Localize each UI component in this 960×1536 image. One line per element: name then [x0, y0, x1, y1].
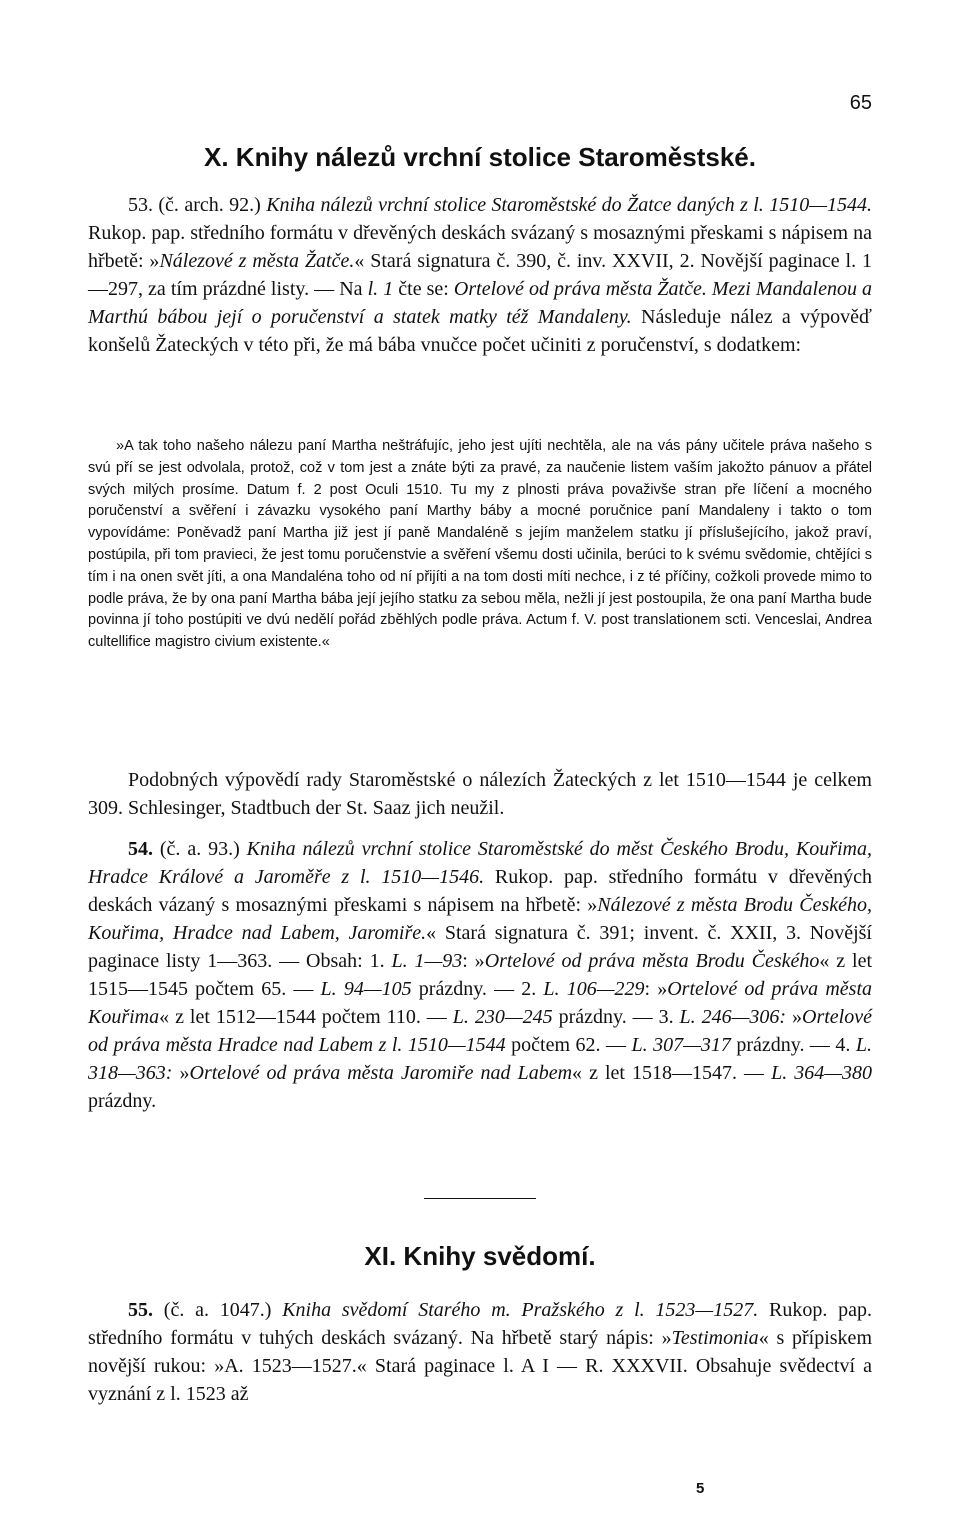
entry-54 [88, 835, 872, 1115]
leaf-range: L. 246—306: [679, 1006, 787, 1028]
page-number: 65 [849, 92, 872, 114]
entry-text: prázdny. — 4. [730, 1034, 856, 1056]
quoted-verdict: »A tak toho našeho nálezu paní Martha neštráfujíc, jeho jest ujíti nechtěla, ale na vás pány učitele práva našeho s svú pří se jest odvolala, protož, což v tom jest a znáte býti za pravé, za naučenie listem vaším jakožto pánuov a přátel svých milých prosíme. Datum f. 2 post Oculi 1510. Tu my z plnosti práva považivše stran pře líčení a mocného poručenství a svěření i závazku vysokého paní Marthy báby a mocné poručnice paní Mandaleny i takto o tom vypovídáme: Poněvadž paní Martha již jest jí paně Mandaléně s jejím manželem statku jí příslušejícího, jakož praví, postúpila, při tom pravieci, že jest tomu poručenstvie a svěření všemu dosti učinila, berúci to k svému svědomie, chtějíci s tím i na onen svět jíti, a ona Mandaléna toho od ní přijíti a na tom dosti míti nechce, i z té příčiny, cožkoli provede mimo to podle práva, že by ona paní Martha bába její jejího statku za sebou měla, nežli jí jest postoupila, že ona paní Martha bude povinna jí toho postúpiti ve dvú nedělí pořád zběhlých podle práva. Actum f. V. post translationem scti. Venceslai, Andrea cultellifice magistro civium existente.« [88, 438, 872, 651]
entry-text: » [786, 1006, 803, 1028]
entry-text: čte se: [393, 278, 454, 300]
entry-text: (č. arch. 92.) [153, 194, 267, 216]
book-title: Kniha nálezů vrchní stolice Staroměstské do Žatce daných z l. 1510—1544. [266, 194, 872, 216]
entry-text: : » [462, 950, 485, 972]
entry-text: « z let 1515—1545 počtem 65. — [88, 950, 873, 1000]
section-heading-xi: XI. Knihy svědomí. [364, 1241, 596, 1271]
entry-55 [88, 1296, 872, 1408]
spine-inscription: Nálezové z města Žatče. [159, 250, 355, 272]
summary-paragraph: Podobných výpovědí rady Staroměstské o nálezích Žateckých z let 1510—1544 je celkem 309. Schlesinger, Stadtbuch der St. Saaz jich neužil. [88, 769, 872, 819]
leaf-range: L. 318—363: [88, 1034, 873, 1084]
entry-text: « s přípiskem novější rukou: »A. 1523—1527.« Stará paginace l. A I — R. XXXVII. Obsahuje svědectví a vyznání z l. 1523 až [88, 1327, 872, 1405]
content-title: Ortelové od práva města Hradce nad Labem z l. 1510—1544 [88, 1006, 872, 1056]
entry-text: » [172, 1062, 190, 1084]
leaf-range: L. 230—245 [452, 1006, 553, 1028]
entry-text: prázdny. — 3. [552, 1006, 680, 1028]
book-title: Kniha svědomí Starého m. Pražského z l. 1523—1527. [282, 1299, 759, 1321]
entry-text: Rukop. pap. středního formátu v dřevěných deskách svázaný s mosaznými přeskami s nápisem na hřbetě: » [88, 222, 872, 272]
entry-number: 55. [128, 1299, 153, 1321]
spine-inscription: Testimonia [671, 1327, 759, 1349]
entry-number: 53. [128, 194, 153, 216]
content-title: Ortelové od práva města Kouřima [88, 978, 873, 1028]
entry-text: Rukop. pap. středního formátu v dřevěných deskách vázaný s mosaznými přeskami s nápisem na hřbetě: » [88, 866, 872, 916]
entry-number: 54. [128, 838, 153, 860]
entry-text: « Stará signatura č. 391; invent. č. XXII, 3. Novější paginace listy 1—363. — Obsah: 1. [88, 922, 872, 972]
book-title: Kniha nálezů vrchní stolice Staroměstské do měst Českého Brodu, Kouřima, Hradce Králové a Jaroměře z l. 1510—1546. [88, 838, 873, 888]
entry-text: « Stará signatura č. 390, č. inv. XXVII, 2. Novější paginace l. 1—297, za tím prázdné listy. — Na [88, 250, 873, 300]
leaf-range: L. 307—317 [631, 1034, 731, 1056]
leaf-range: L. 364—380 [771, 1062, 873, 1084]
content-title: Ortelové od práva města Jaromiře nad Labem [189, 1062, 573, 1084]
entry-text: počtem 62. — [505, 1034, 632, 1056]
leaf-range: L. 94—105 [320, 978, 412, 1000]
section-divider [424, 1198, 536, 1199]
spine-inscription: Nálezové z města Brodu Českého, Kouřima, Hradce nad Labem, Jaromiře. [88, 894, 872, 944]
entry-text: « z let 1518—1547. — [572, 1062, 772, 1084]
entry-text: prázdny. [88, 1090, 157, 1112]
signature-mark: 5 [696, 1480, 705, 1497]
entry-text: : » [644, 978, 668, 1000]
leaf-reading: Ortelové od práva města Žatče. Mezi Mandalenou a Marthú bábou její o poručenství a statek matky též Mandaleny. [88, 278, 873, 328]
section-heading-x: X. Knihy nálezů vrchní stolice Staroměstské. [204, 142, 756, 172]
content-title: Ortelové od práva města Brodu Českého [484, 950, 820, 972]
entry-text: prázdny. — 2. [411, 978, 544, 1000]
leaf-range: L. 106—229 [543, 978, 645, 1000]
entry-text: (č. a. 1047.) [153, 1299, 283, 1321]
entry-text: Následuje nález a výpověď konšelů Žateckých v této při, že má bába vnučce počet učiniti z poručenství, s dodatkem: [88, 306, 872, 356]
entry-text: Rukop. pap. středního formátu v tuhých deskách svázaný. Na hřbetě starý nápis: » [88, 1299, 872, 1349]
leaf-reference: l. 1 [367, 278, 394, 300]
entry-text: (č. a. 93.) [153, 838, 247, 860]
leaf-range: L. 1—93 [391, 950, 463, 972]
entry-text: « z let 1512—1544 počtem 110. — [159, 1006, 453, 1028]
entry-53 [88, 191, 872, 359]
